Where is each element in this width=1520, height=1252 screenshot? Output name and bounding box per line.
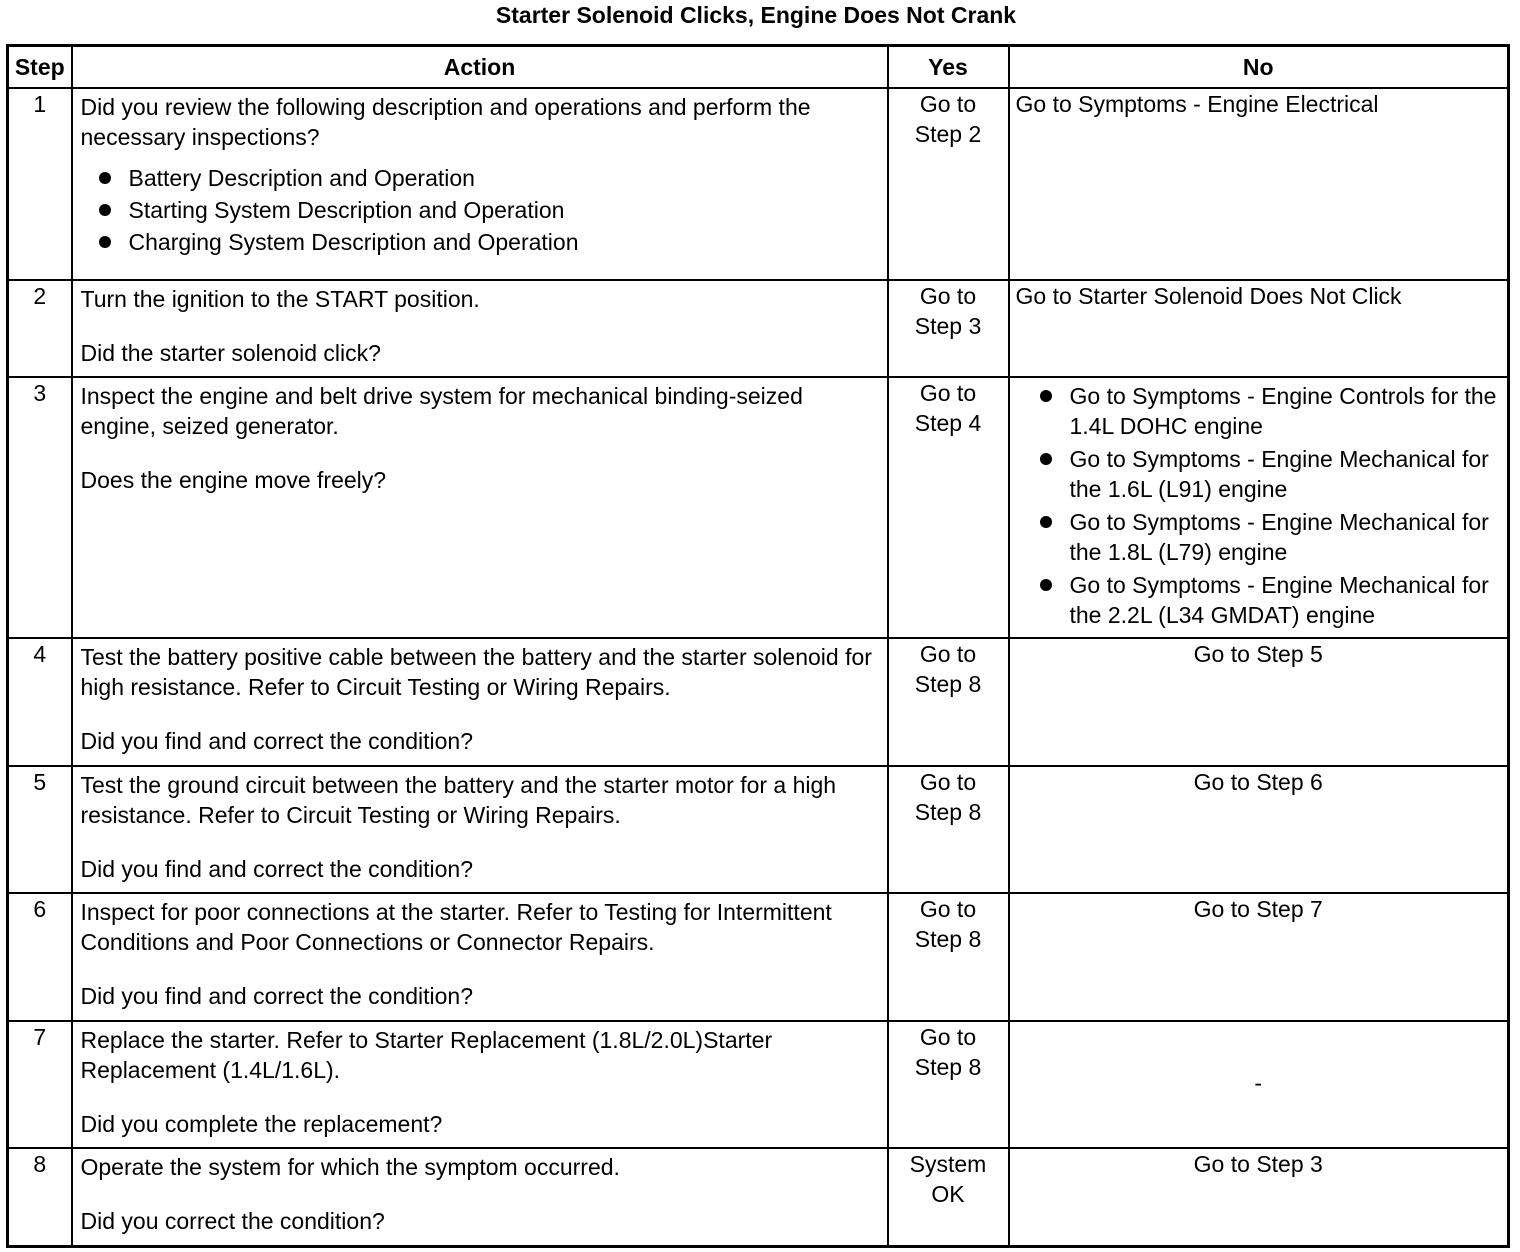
action-cell [72, 638, 888, 766]
step-number: 2 [8, 280, 72, 377]
table-row [8, 1021, 1509, 1148]
list-item: Battery Description and Operation [81, 162, 879, 194]
header-step: Step [8, 46, 72, 89]
no-cell: Go to Step 5 [1009, 638, 1509, 766]
step-number: 5 [8, 766, 72, 893]
header-row [8, 46, 1509, 89]
no-cell: Go to Step 3 [1009, 1148, 1509, 1246]
question-text: Does the engine move freely? [80, 467, 387, 493]
question-text: Did you correct the condition? [80, 1208, 385, 1234]
question-text: Did you find and correct the condition? [80, 856, 474, 882]
list-item: Charging System Description and Operation [81, 226, 879, 258]
action-cell [72, 1021, 888, 1148]
header-action: Action [72, 46, 888, 89]
yes-line-1: Go to [919, 769, 977, 795]
table-row [8, 1148, 1509, 1246]
yes-line-2: Step 2 [914, 121, 982, 147]
diagnostic-table [6, 44, 1510, 1248]
step-number: 7 [8, 1021, 72, 1148]
list-item: Go to Symptoms - Engine Mechanical for the 2.2L (L34 GMDAT) engine [1016, 570, 1502, 630]
yes-cell [888, 1148, 1009, 1246]
action-text: Did you review the following description and operations and perform the necessary inspections? [80, 94, 811, 150]
action-text: Turn the ignition to the START position. [80, 286, 480, 312]
step-number: 6 [8, 893, 72, 1021]
no-cell: Go to Symptoms - Engine Electrical [1009, 88, 1509, 280]
question-text: Did you find and correct the condition? [80, 728, 474, 754]
action-cell [72, 280, 888, 377]
table-row [8, 638, 1509, 766]
action-cell [72, 1148, 888, 1246]
action-cell [72, 377, 888, 638]
yes-line-2: Step 8 [914, 671, 982, 697]
action-text: Inspect for poor connections at the starter. Refer to Testing for Intermittent Conditions and Poor Connections or Connector Repairs. [80, 899, 832, 955]
action-text: Inspect the engine and belt drive system for mechanical binding-seized engine, seized generator. [80, 383, 803, 439]
step-number: 3 [8, 377, 72, 638]
header-yes: Yes [888, 46, 1009, 89]
question-text: Did the starter solenoid click? [80, 340, 381, 366]
yes-cell [888, 638, 1009, 766]
yes-line-2: Step 4 [914, 410, 982, 436]
table-row [8, 280, 1509, 377]
yes-line-1: Go to [919, 283, 977, 309]
action-text: Operate the system for which the symptom occurred. [80, 1154, 620, 1180]
yes-cell [888, 88, 1009, 280]
yes-line-1: Go to [919, 380, 977, 406]
yes-line-1: System [909, 1151, 987, 1177]
step-number: 8 [8, 1148, 72, 1246]
list-item: Go to Symptoms - Engine Controls for the 1.4L DOHC engine [1016, 381, 1502, 441]
yes-line-2: OK [931, 1181, 965, 1207]
no-bullet-list [1016, 381, 1502, 630]
list-item: Go to Symptoms - Engine Mechanical for the 1.6L (L91) engine [1016, 444, 1502, 504]
action-bullet-list [81, 162, 879, 258]
table-row [8, 766, 1509, 893]
yes-line-2: Step 8 [914, 799, 982, 825]
header-no: No [1009, 46, 1509, 89]
no-cell: Go to Starter Solenoid Does Not Click [1009, 280, 1509, 377]
list-item: Starting System Description and Operation [81, 194, 879, 226]
yes-line-1: Go to [919, 896, 977, 922]
yes-line-1: Go to [919, 1024, 977, 1050]
action-cell [72, 766, 888, 893]
action-cell [72, 88, 888, 280]
yes-line-1: Go to [919, 91, 977, 117]
no-cell: - [1009, 1021, 1509, 1148]
no-cell [1009, 377, 1509, 638]
yes-line-2: Step 3 [914, 313, 982, 339]
list-item: Go to Symptoms - Engine Mechanical for the 1.8L (L79) engine [1016, 507, 1502, 567]
yes-line-1: Go to [919, 641, 977, 667]
yes-cell [888, 1021, 1009, 1148]
table-row [8, 88, 1509, 280]
step-number: 1 [8, 88, 72, 280]
yes-line-2: Step 8 [914, 926, 982, 952]
yes-line-2: Step 8 [914, 1054, 982, 1080]
yes-cell [888, 893, 1009, 1021]
yes-cell [888, 280, 1009, 377]
action-text: Test the battery positive cable between the battery and the starter solenoid for high resistance. Refer to Circuit Testing or Wiring Repairs. [80, 644, 872, 700]
action-cell [72, 893, 888, 1021]
action-text: Test the ground circuit between the battery and the starter motor for a high resistance. Refer to Circuit Testing or Wiring Repairs. [80, 772, 837, 828]
question-text: Did you find and correct the condition? [80, 983, 474, 1009]
yes-cell [888, 766, 1009, 893]
yes-cell [888, 377, 1009, 638]
question-text: Did you complete the replacement? [80, 1111, 443, 1137]
page-title: Starter Solenoid Clicks, Engine Does Not Crank [495, 2, 1017, 28]
table-row [8, 377, 1509, 638]
no-cell: Go to Step 7 [1009, 893, 1509, 1021]
step-number: 4 [8, 638, 72, 766]
action-text: Replace the starter. Refer to Starter Replacement (1.8L/2.0L)Starter Replacement (1.4L/1.6L). [80, 1027, 773, 1083]
no-cell: Go to Step 6 [1009, 766, 1509, 893]
table-row [8, 893, 1509, 1021]
